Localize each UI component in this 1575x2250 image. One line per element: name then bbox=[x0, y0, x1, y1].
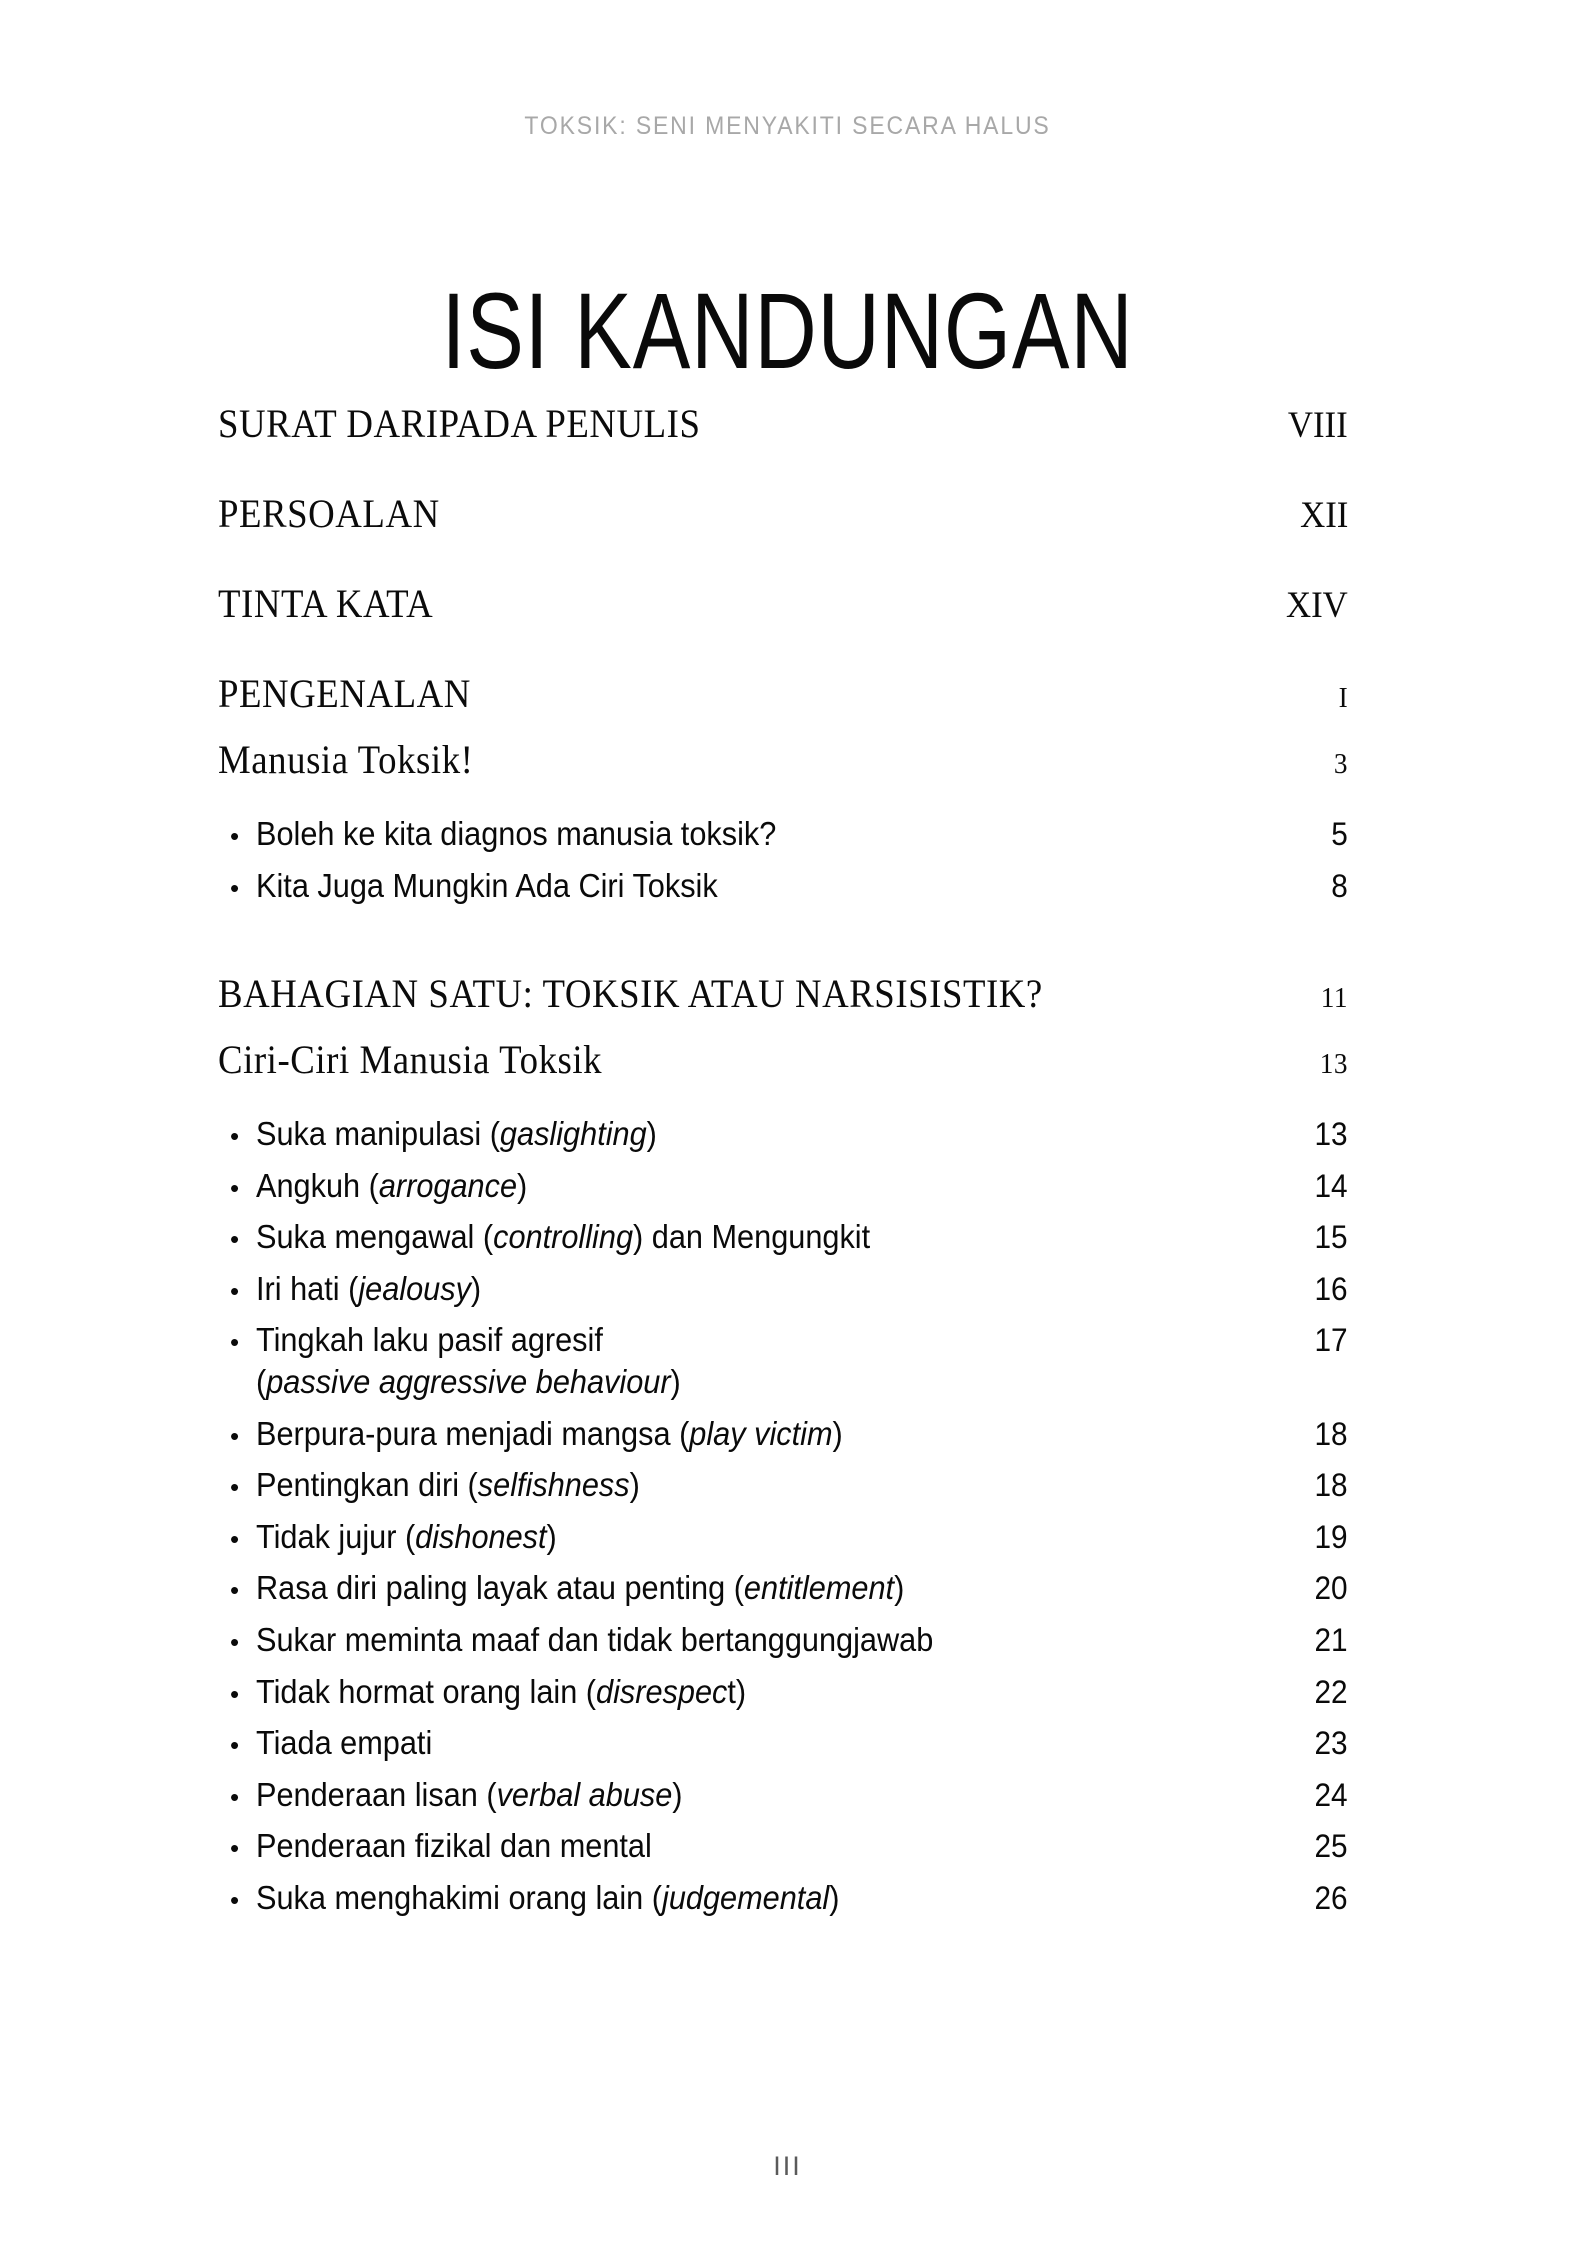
bullet-icon: • bbox=[230, 1575, 240, 1606]
toc-entry-surat-daripada-penulis[interactable] bbox=[218, 400, 1348, 447]
bullet-icon: • bbox=[230, 1327, 240, 1358]
list-item-page: 26 bbox=[1314, 1879, 1348, 1916]
bahagian-satu-subitems bbox=[218, 1113, 1348, 1918]
list-item-term: entitlement bbox=[743, 1569, 895, 1607]
list-item-label: Iri hati (jealousy) bbox=[256, 1269, 482, 1307]
toc-entry-tinta-kata[interactable] bbox=[218, 580, 1348, 627]
list-item-page: 21 bbox=[1314, 1621, 1348, 1658]
toc-entry-page: 11 bbox=[1320, 982, 1348, 1015]
list-item[interactable] bbox=[218, 1722, 1348, 1764]
list-item-page: 23 bbox=[1314, 1725, 1348, 1762]
section-spacer bbox=[218, 916, 1348, 970]
toc-entry-label: TINTA KATA bbox=[218, 581, 434, 626]
toc-entry-manusia-toksik[interactable] bbox=[218, 736, 1348, 783]
list-item-label: Suka mengawal (controlling) dan Mengungkit bbox=[256, 1218, 871, 1256]
list-item-term: arrogance bbox=[378, 1166, 518, 1204]
list-item-label: Rasa diri paling layak atau penting (entitlement) bbox=[256, 1569, 905, 1607]
bullet-icon: • bbox=[230, 821, 240, 851]
toc-entry-pengenalan[interactable] bbox=[218, 670, 1348, 717]
toc-entry-page: I bbox=[1338, 682, 1348, 714]
bullet-icon: • bbox=[230, 1884, 240, 1915]
bullet-icon: • bbox=[230, 1626, 240, 1657]
bullet-icon: • bbox=[230, 1730, 240, 1761]
list-item-label: Tidak jujur (dishonest) bbox=[256, 1517, 557, 1555]
list-item-page: 24 bbox=[1314, 1776, 1348, 1813]
list-item-label: Penderaan lisan (verbal abuse) bbox=[256, 1775, 683, 1813]
toc-entry-persoalan[interactable] bbox=[218, 490, 1348, 537]
bullet-icon: • bbox=[230, 1833, 240, 1864]
list-item-term: passive aggressive behaviour bbox=[266, 1363, 671, 1401]
list-item[interactable] bbox=[218, 1671, 1348, 1713]
bullet-icon: • bbox=[230, 1420, 240, 1451]
bullet-icon: • bbox=[230, 1275, 240, 1306]
toc-entry-label: PERSOALAN bbox=[218, 491, 440, 536]
list-item-term: dishonest bbox=[415, 1517, 547, 1555]
toc-entry-ciri-ciri-manusia-toksik[interactable] bbox=[218, 1036, 1348, 1083]
list-item[interactable] bbox=[218, 1464, 1348, 1506]
list-item[interactable] bbox=[218, 1567, 1348, 1609]
toc-entry-label: SURAT DARIPADA PENULIS bbox=[218, 401, 701, 446]
bullet-icon: • bbox=[230, 1121, 240, 1152]
list-item-label: Boleh ke kita diagnos manusia toksik? bbox=[256, 815, 777, 852]
bullet-icon: • bbox=[230, 872, 240, 903]
list-item-page: 8 bbox=[1331, 867, 1348, 904]
list-item[interactable] bbox=[218, 1216, 1348, 1258]
list-item-label: Penderaan fizikal dan mental bbox=[256, 1827, 652, 1865]
list-item[interactable] bbox=[218, 865, 1348, 907]
toc-entry-page: XIV bbox=[1286, 585, 1348, 626]
list-item[interactable] bbox=[218, 1516, 1348, 1558]
list-item-term: judgemental bbox=[662, 1878, 830, 1916]
list-item[interactable] bbox=[218, 1165, 1348, 1207]
list-item[interactable] bbox=[218, 1413, 1348, 1455]
list-item-page: 25 bbox=[1314, 1828, 1348, 1865]
toc-entry-page: VIII bbox=[1288, 405, 1348, 446]
toc-entry-bahagian-satu[interactable] bbox=[218, 970, 1348, 1017]
bullet-icon: • bbox=[230, 1472, 240, 1503]
list-item-label: Kita Juga Mungkin Ada Ciri Toksik bbox=[256, 866, 718, 904]
pengenalan-subitems bbox=[218, 813, 1348, 906]
list-item[interactable] bbox=[218, 813, 1348, 855]
list-item-term: gaslighting bbox=[499, 1115, 647, 1153]
list-item-page: 22 bbox=[1314, 1673, 1348, 1710]
list-item-page: 16 bbox=[1314, 1270, 1348, 1307]
list-item-label: Pentingkan diri (selfishness) bbox=[256, 1466, 640, 1504]
list-item[interactable] bbox=[218, 1113, 1348, 1155]
toc-entry-label: Manusia Toksik! bbox=[218, 737, 474, 782]
list-item[interactable] bbox=[218, 1619, 1348, 1661]
list-item[interactable] bbox=[218, 1319, 1348, 1402]
list-item-term: play victim bbox=[689, 1414, 833, 1452]
list-item-label: Angkuh (arrogance) bbox=[256, 1166, 528, 1204]
list-item-term: selfishness bbox=[477, 1466, 630, 1504]
list-item-label: Suka menghakimi orang lain (judgemental) bbox=[256, 1878, 840, 1916]
list-item[interactable] bbox=[218, 1825, 1348, 1867]
list-item-page: 5 bbox=[1331, 816, 1348, 852]
toc-entry-label: BAHAGIAN SATU: TOKSIK ATAU NARSISISTIK? bbox=[218, 971, 1043, 1017]
bullet-icon: • bbox=[230, 1781, 240, 1812]
list-item-page: 19 bbox=[1314, 1518, 1348, 1555]
toc-entry-page: XII bbox=[1299, 495, 1348, 536]
page-title: ISI KANDUNGAN bbox=[441, 270, 1134, 392]
bullet-icon: • bbox=[230, 1172, 240, 1203]
toc-entry-page: 13 bbox=[1319, 1048, 1348, 1081]
list-item-label: Suka manipulasi (gaslighting) bbox=[256, 1115, 657, 1153]
list-item[interactable] bbox=[218, 1268, 1348, 1310]
bullet-icon: • bbox=[230, 1678, 240, 1709]
toc-entry-label: Ciri-Ciri Manusia Toksik bbox=[218, 1037, 603, 1083]
table-of-contents bbox=[218, 400, 1348, 1928]
list-item-term: jealousy bbox=[358, 1269, 471, 1307]
list-item-label: Tidak hormat orang lain (disrespect) bbox=[256, 1672, 747, 1710]
list-item-page: 18 bbox=[1314, 1467, 1348, 1504]
list-item-page: 15 bbox=[1314, 1219, 1348, 1256]
list-item-page: 20 bbox=[1314, 1570, 1348, 1607]
list-item-label: Tiada empati bbox=[256, 1724, 433, 1762]
bullet-icon: • bbox=[230, 1224, 240, 1255]
running-head: TOKSIK: SENI MENYAKITI SECARA HALUS bbox=[524, 112, 1051, 140]
bullet-icon: • bbox=[230, 1523, 240, 1554]
list-item[interactable] bbox=[218, 1774, 1348, 1816]
list-item-page: 14 bbox=[1314, 1167, 1348, 1204]
list-item-label: Tingkah laku pasif agresif (passive aggressive behaviour) bbox=[256, 1321, 681, 1401]
list-item-label: Sukar meminta maaf dan tidak bertanggungjawab bbox=[256, 1620, 934, 1658]
list-item-term: controlling bbox=[493, 1218, 634, 1256]
list-item-label: Berpura-pura menjadi mangsa (play victim) bbox=[256, 1414, 843, 1452]
list-item-page: 13 bbox=[1314, 1116, 1348, 1153]
list-item-term: verbal abuse bbox=[496, 1775, 673, 1813]
list-item-page: 18 bbox=[1314, 1415, 1348, 1452]
page-folio: III bbox=[773, 2151, 802, 2181]
list-item[interactable] bbox=[218, 1877, 1348, 1919]
list-item-page: 17 bbox=[1314, 1322, 1348, 1359]
toc-entry-label: PENGENALAN bbox=[218, 671, 471, 716]
toc-entry-page: 3 bbox=[1333, 748, 1348, 780]
list-item-term: disrespec bbox=[596, 1672, 728, 1710]
